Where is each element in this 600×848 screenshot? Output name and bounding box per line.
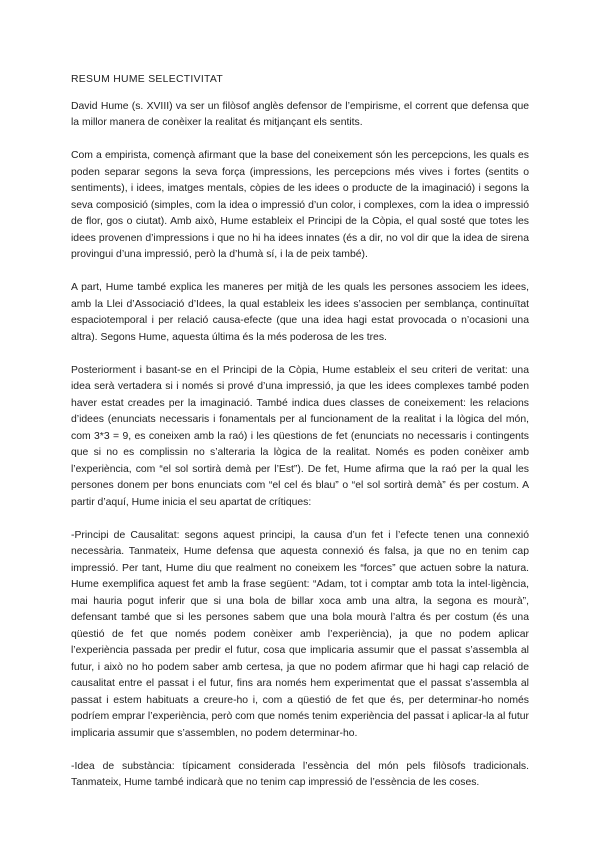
paragraph-criterion-of-truth: Posteriorment i basant-se en el Principi de la Còpia, Hume estableix el seu criteri de veritat: una idea serà vertadera si i només si prové d’una impressió, ja que les idees complexes també poden haver estat creades per la imaginació. També indica dues classes de coneixement: les relacions d’idees (enunciats necessaris i fonamentals per al funcionament de la realitat i la lògica del món, com 3*3 = 9, es coneixen amb la raó) i les qüestions de fet (enunciats no necessaris i contingents que si no es complissin no s’alteraria la lògica de la realitat. Només es poden conèixer amb l’experiència, com “el sol sortirà demà per l’Est”). De fet, Hume afirma que la raó per la qual les persones donem per bons enunciats com “el cel és blau” o “el sol sortirà demà” és per costum. A partir d’aquí, Hume inicia el seu apartat de crítiques:: [71, 364, 529, 508]
paragraph-causality-principle: -Principi de Causalitat: segons aquest principi, la causa d’un fet i l’efecte tenen una connexió necessària. Tanmateix, Hume defensa que aquesta connexió és falsa, ja que no en tenim cap impressió. Per tant, Hume diu que realment no coneixem les “forces” que actuen sobre la natura. Hume exemplifica aquest fet amb la frase següent: “Adam, tot i comptar amb tota la intel·ligència, mai hauria pogut inferir que si una bola de billar xoca amb una altra, la segona es mourà”, defensant també que si les persones sabem que una bola mourà l’altra és per costum (és una qüestió de fet que només podem conèixer amb l’experiència), ja que no podem aplicar l’experiència passada per predir el futur, cosa que implicaria assumir que el passat s’assembla al futur, i això no ho podem saber amb certesa, ja que no podem afirmar que hi hagi cap relació de causalitat entre el passat i el futur, fins ara només hem experimentat que el passat s’assembla al passat i estem habituats a creure-ho i, com a qüestió de fet que és, per determinar-ho només podríem emprar l’experiència, però com que només tenim experiència del passat i aplicar-la al futur implicaria assumir que s’assemblen, no podem determinar-ho.: [71, 529, 529, 739]
paragraph-association-of-ideas: A part, Hume també explica les maneres per mitjà de les quals les persones associem les idees, amb la Llei d’Associació d’Idees, la qual estableix les idees s’associen per semblança, continuïtat espaciotemporal i per relació causa-efecte (que una idea hagi estat provocada o n’ocasioni una altra). Segons Hume, aquesta última és la més poderosa de les tres.: [71, 282, 529, 343]
paragraph-introduction: David Hume (s. XVIII) va ser un filòsof anglès defensor de l’empirisme, el corrent que defensa que la millor manera de conèixer la realitat és mitjançant els sentits.: [71, 100, 529, 128]
document-title: RESUM HUME SELECTIVITAT: [71, 74, 223, 85]
paragraph-substance-idea: -Idea de substància: típicament considerada l’essència del món pels filòsofs tradicionals. Tanmateix, Hume també indicarà que no tenim cap impressió de l’essència de les coses.: [71, 760, 529, 788]
paragraph-perceptions: Com a empirista, començà afirmant que la base del coneixement són les percepcions, les quals es poden separar segons la seva força (impressions, les percepcions més vives i fortes (sentits o sentiments), i idees, imatges mentals, còpies de les idees o producte de la imaginació) i segons la seva composició (simples, com la idea o impressió d’un color, i complexes, com la idea o impressió de flor, gos o ciutat). Amb això, Hume estableix el Principi de la Còpia, el qual sosté que totes les idees provenen d’impressions i que no hi ha idees innates (és a dir, no vol dir que la idea de sirena provingui d’una impressió, però la d’humà sí, i la de peix també).: [71, 150, 529, 260]
document-body: [71, 72, 529, 808]
